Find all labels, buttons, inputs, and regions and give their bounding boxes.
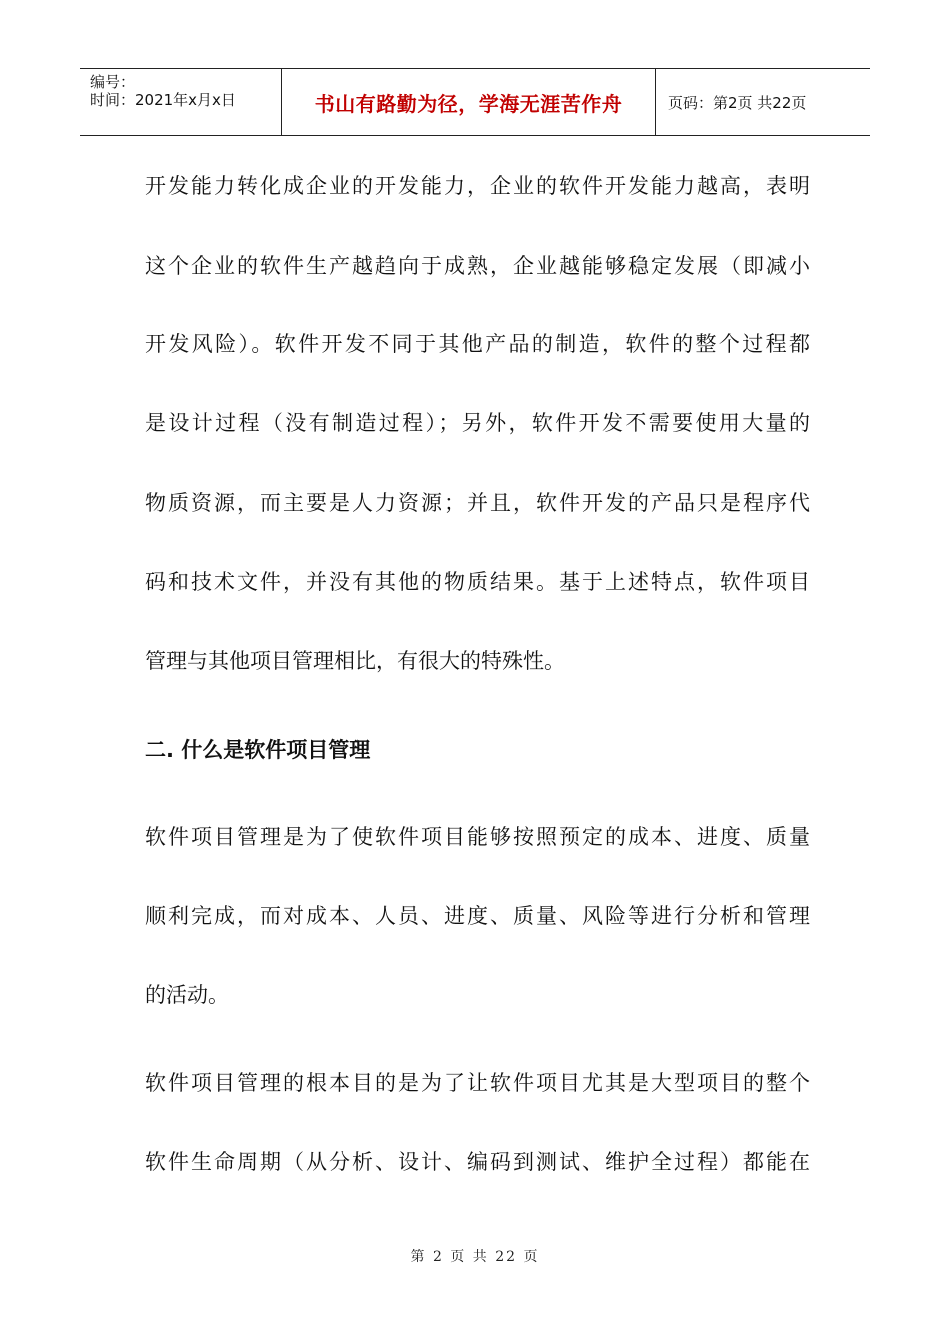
body-line: 软件项目管理是为了使软件项目能够按照预定的成本、进度、质量 — [145, 825, 810, 849]
body-line: 软件生命周期（从分析、设计、编码到测试、维护全过程）都能在 — [145, 1150, 810, 1174]
body-line: 这个企业的软件生产越趋向于成熟，企业越能够稳定发展（即减小 — [145, 254, 810, 278]
header-meta-cell — [80, 69, 282, 135]
body-line: 软件项目管理的根本目的是为了让软件项目尤其是大型项目的整个 — [145, 1071, 810, 1095]
body-line: 的活动。 — [145, 983, 229, 1007]
body-line: 码和技术文件，并没有其他的物质结果。基于上述特点，软件项目 — [145, 570, 810, 594]
body-line: 是设计过程（没有制造过程）；另外，软件开发不需要使用大量的 — [145, 411, 810, 435]
body-line: 顺利完成，而对成本、人员、进度、质量、风险等进行分析和管理 — [145, 904, 810, 928]
document-time-label: 时间：2021年x月x日 — [90, 91, 236, 109]
page-footer: 第 2 页 共 22 页 — [410, 1249, 540, 1265]
body-line: 开发能力转化成企业的开发能力，企业的软件开发能力越高，表明 — [145, 174, 810, 198]
header-page-cell — [656, 69, 870, 135]
page-header — [80, 68, 870, 136]
body-line: 物质资源，而主要是人力资源；并且，软件开发的产品只是程序代 — [145, 491, 810, 515]
body-line: 管理与其他项目管理相比，有很大的特殊性。 — [145, 649, 565, 673]
header-page-info: 页码：第2页 共22页 — [668, 93, 807, 112]
header-motto-cell — [282, 69, 656, 135]
body-line: 开发风险）。软件开发不同于其他产品的制造，软件的整个过程都 — [145, 332, 810, 356]
header-motto: 书山有路勤为径，学海无涯苦作舟 — [314, 91, 623, 116]
document-number-label: 编号： — [90, 73, 136, 91]
section-heading: 二. 什么是软件项目管理 — [145, 738, 371, 762]
